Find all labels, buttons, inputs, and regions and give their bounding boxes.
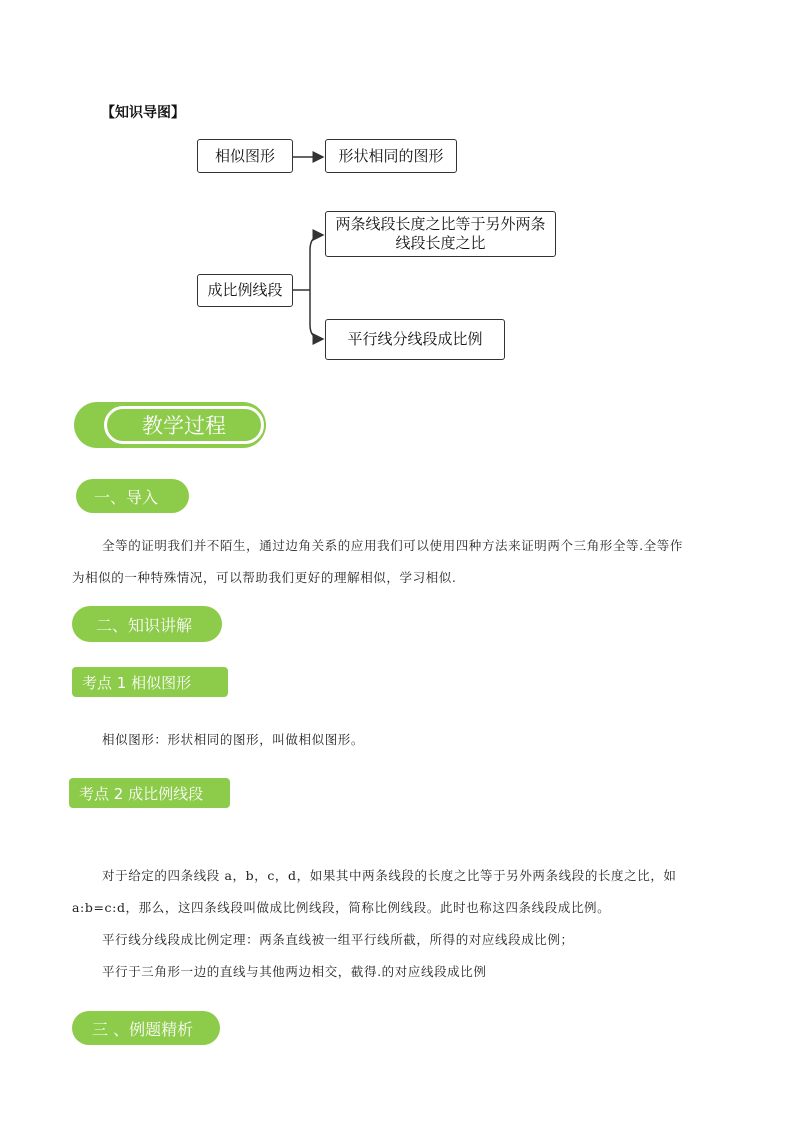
section-intro-heading: 一、导入: [76, 479, 189, 513]
point2-line-4: 平行于三角形一边的直线与其他两边相交，截得.的对应线段成比例: [102, 964, 487, 979]
branch-upper: [310, 235, 323, 290]
mindmap-title: 【知识导图】: [101, 105, 185, 121]
node-ratio-line1: 两条线段长度之比等于另外两条: [335, 215, 546, 234]
node-parallel-theorem: 平行线分线段成比例: [325, 319, 505, 360]
node-similar-definition: 形状相同的图形: [325, 139, 457, 173]
point1-heading: 考点 1 相似图形: [72, 667, 228, 697]
branch-lower: [310, 290, 323, 339]
intro-line-2: 为相似的一种特殊情况，可以帮助我们更好的理解相似，学习相似.: [72, 570, 457, 585]
node-ratio-line2: 线段长度之比: [395, 234, 486, 252]
section-examples-heading: 三 、例题精析: [72, 1011, 220, 1045]
intro-paragraph: [72, 536, 722, 586]
section-explain-heading: 二、知识讲解: [72, 606, 222, 642]
point1-definition: 相似图形：形状相同的图形，叫做相似图形。: [102, 732, 365, 747]
point2-heading: 考点 2 成比例线段: [69, 778, 230, 808]
intro-line-1: 全等的证明我们并不陌生，通过边角关系的应用我们可以使用四种方法来证明两个三角形全等.全等作: [102, 538, 683, 553]
point2-line-3: 平行线分线段成比例定理：两条直线被一组平行线所截，所得的对应线段成比例；: [102, 932, 574, 947]
node-proportional-segments: 成比例线段: [197, 274, 293, 307]
point2-line-1: 对于给定的四条线段 a，b，c，d，如果其中两条线段的长度之比等于另外两条线段的长度之比，如: [102, 868, 677, 883]
point2-line-2: a:b=c:d，那么，这四条线段叫做成比例线段，简称比例线段。此时也称这四条线段成比例。: [72, 900, 611, 915]
node-similar-figures: 相似图形: [197, 139, 293, 173]
point2-paragraph: [72, 866, 722, 979]
node-ratio-definition: [325, 211, 556, 257]
teaching-process-banner: 教学过程: [104, 406, 264, 444]
